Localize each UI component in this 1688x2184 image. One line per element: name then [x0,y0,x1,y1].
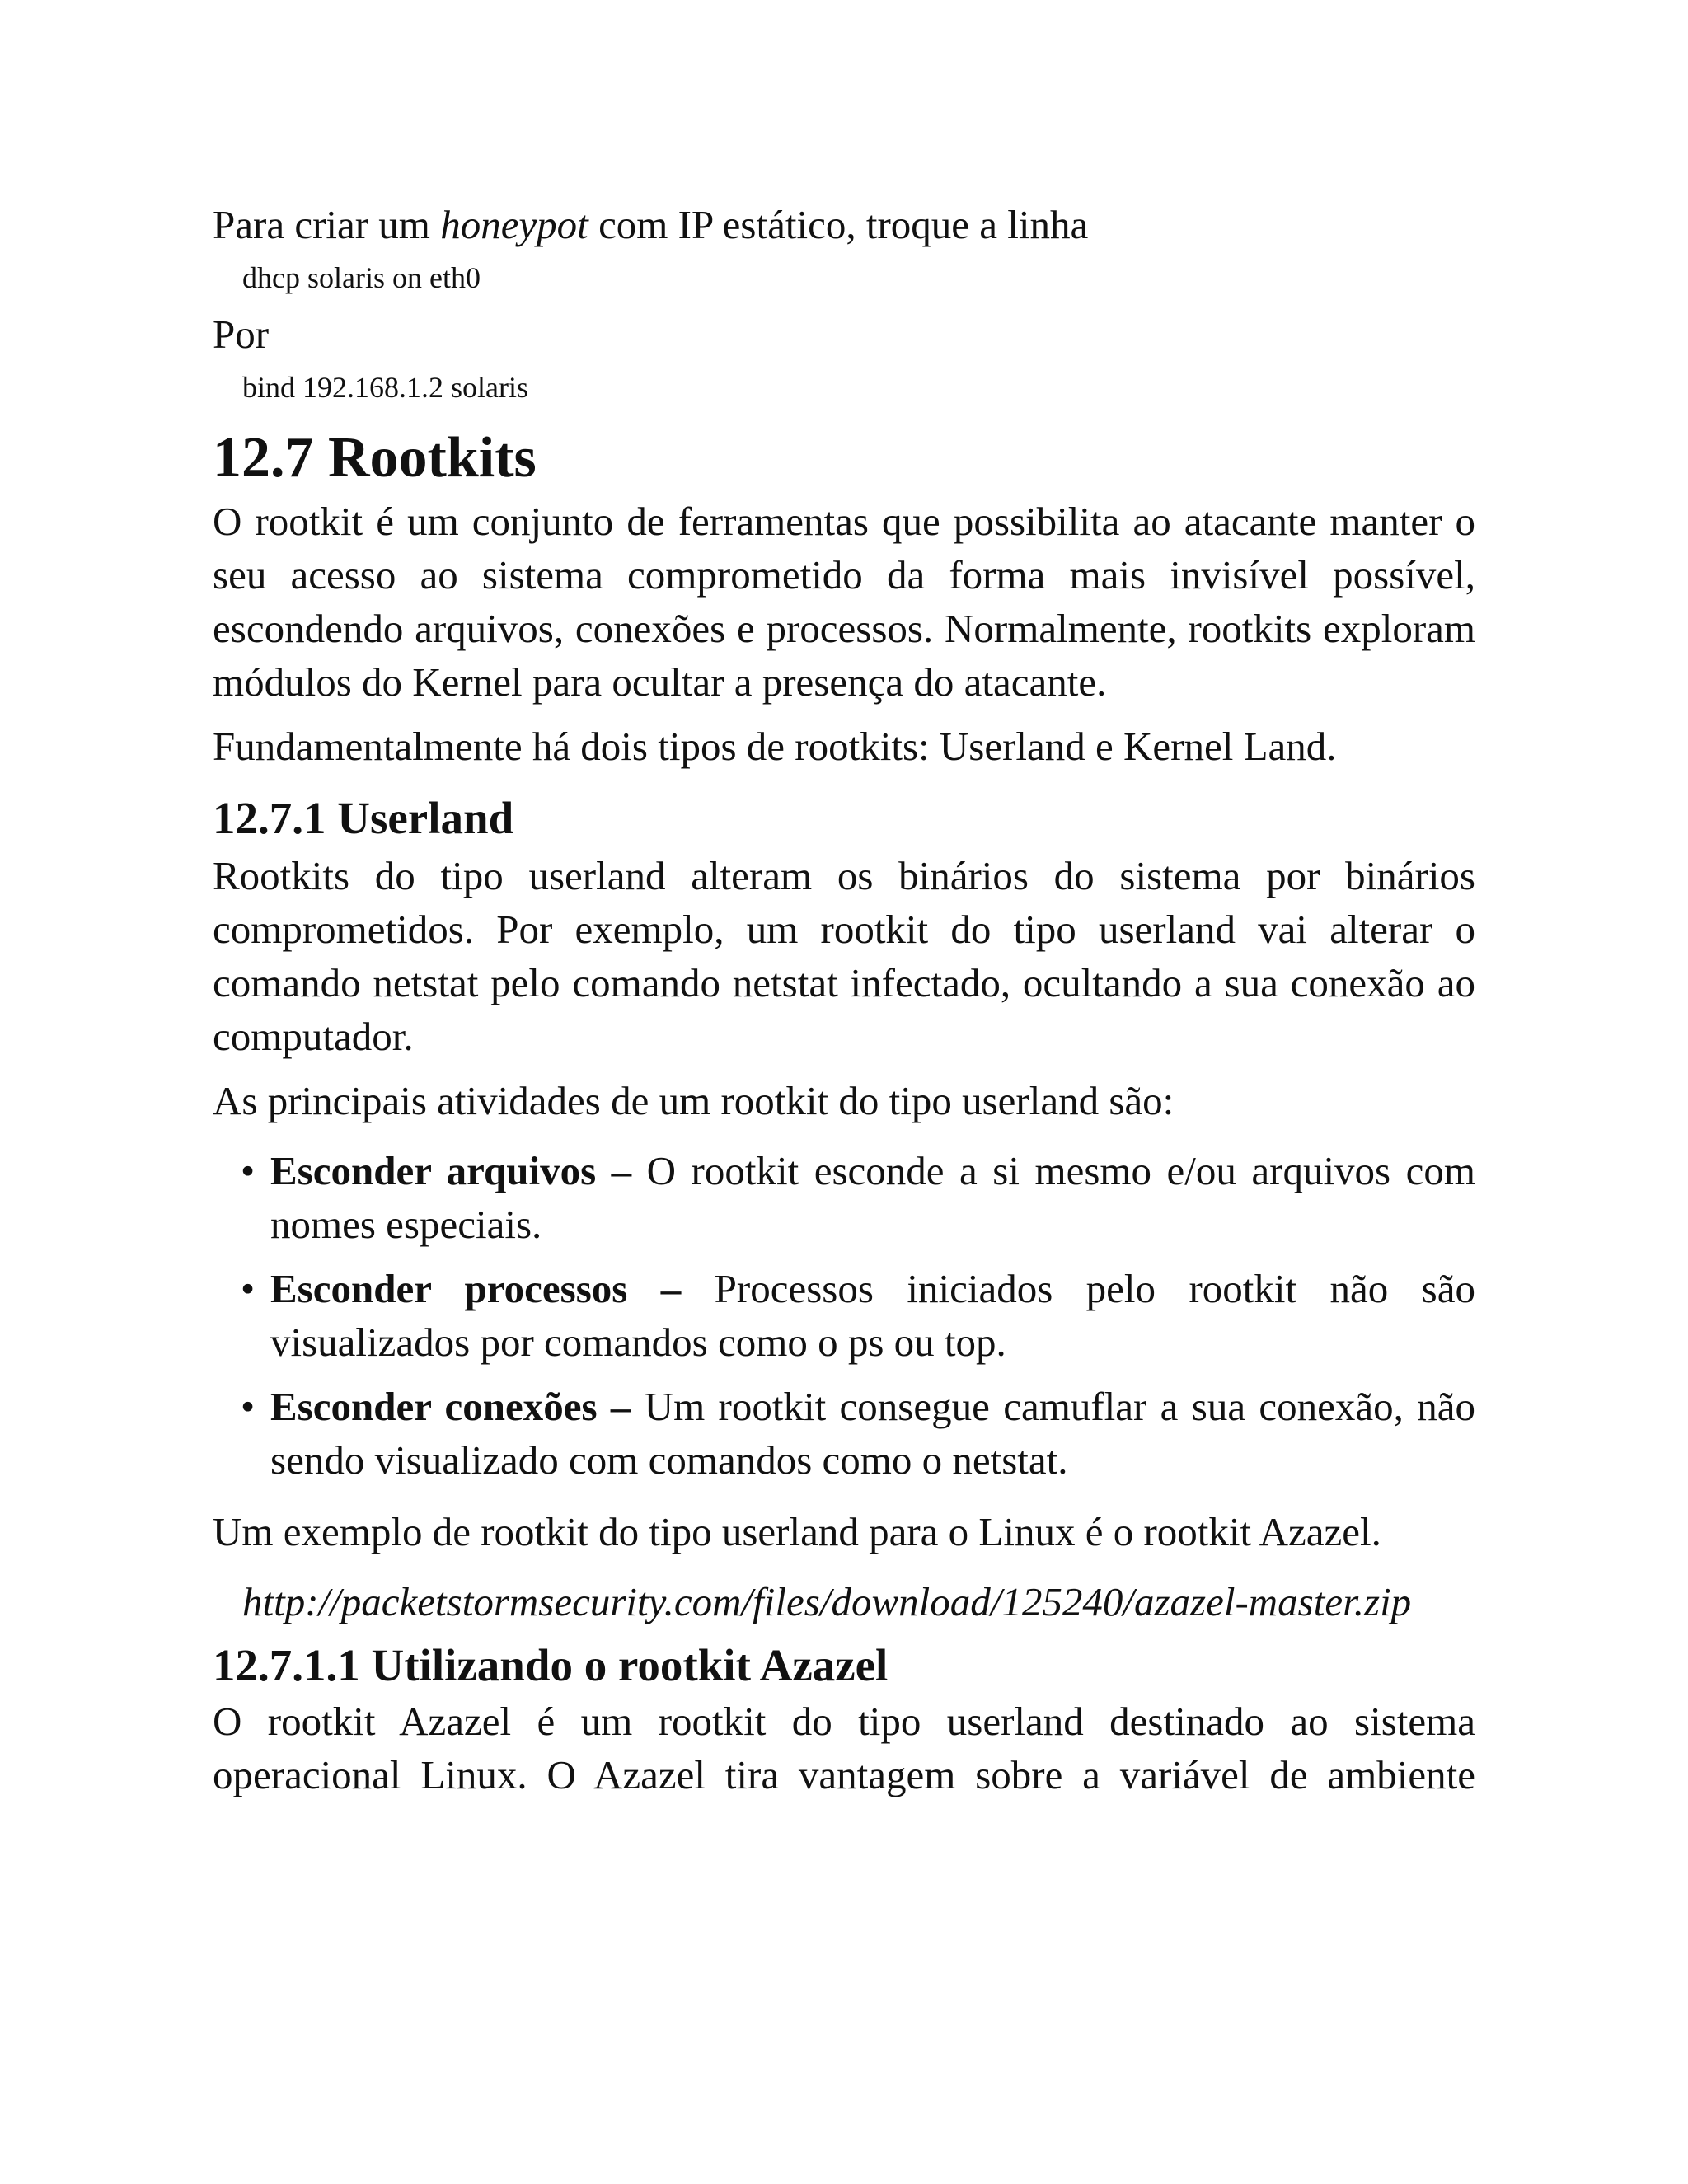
list-item [213,1262,1475,1369]
bullet-text: O rootkit esconde a si mesmo e/ou arquivos com nomes especiais. [270,1148,1475,1247]
document-page [213,198,1475,1802]
list-item [213,1144,1475,1251]
code-line-bind: bind 192.168.1.2 solaris [242,371,528,404]
bullet-text: Um rootkit consegue camuflar a sua conexão, não sendo visualizado com comandos como o netstat. [270,1384,1475,1483]
intro-line [213,198,1475,251]
userland-activities-list [213,1144,1475,1487]
azazel-download-link[interactable]: http://packetstormsecurity.com/files/download/125240/azazel-master.zip [242,1579,1412,1624]
bullet-title: Esconder processos – [270,1266,682,1311]
userland-paragraph-2: As principais atividades de um rootkit do tipo userland são: [213,1078,1175,1123]
bullet-title: Esconder arquivos – [270,1148,632,1193]
list-item [213,1380,1475,1487]
heading-12-7-1-userland: 12.7.1 Userland [213,793,514,843]
intro-text-before: Para criar um [213,202,441,247]
por-line: Por [213,312,270,357]
azazel-example-paragraph: Um exemplo de rootkit do tipo userland para o Linux é o rootkit Azazel. [213,1509,1381,1554]
bullet-icon: • [241,1266,256,1311]
bullet-text: Processos iniciados pelo rootkit não são visualizados por comandos como o ps ou top. [270,1266,1475,1365]
honeypot-term: honeypot [440,202,588,247]
code-line-dhcp: dhcp solaris on eth0 [242,261,481,294]
bullet-title: Esconder conexões – [270,1384,631,1429]
heading-12-7-1-1-azazel: 12.7.1.1 Utilizando o rootkit Azazel [213,1640,889,1690]
userland-paragraph-1: Rootkits do tipo userland alteram os binários do sistema por binários comprometidos. Por exemplo, um rootkit do tipo userland vai alterar o comando netstat pelo comando netstat infectado, ocultando a sua conexão ao computador. [213,853,1475,1059]
intro-text-after: com IP estático, troque a linha [588,202,1089,247]
bullet-icon: • [241,1148,256,1193]
heading-12-7-rootkits: 12.7 Rootkits [213,426,537,490]
rootkits-paragraph-2: Fundamentalmente há dois tipos de rootkits: Userland e Kernel Land. [213,724,1337,769]
rootkits-paragraph-1: O rootkit é um conjunto de ferramentas que possibilita ao atacante manter o seu acesso ao sistema comprometido da forma mais invisível possível, escondendo arquivos, conexões e processos. Normalmente, rootkits exploram módulos do Kernel para ocultar a presença do atacante. [213,499,1475,705]
bullet-icon: • [241,1384,256,1429]
azazel-paragraph-1: O rootkit Azazel é um rootkit do tipo userland destinado ao sistema operacional Linux. O Azazel tira vantagem sobre a variável de ambiente [213,1699,1475,1797]
